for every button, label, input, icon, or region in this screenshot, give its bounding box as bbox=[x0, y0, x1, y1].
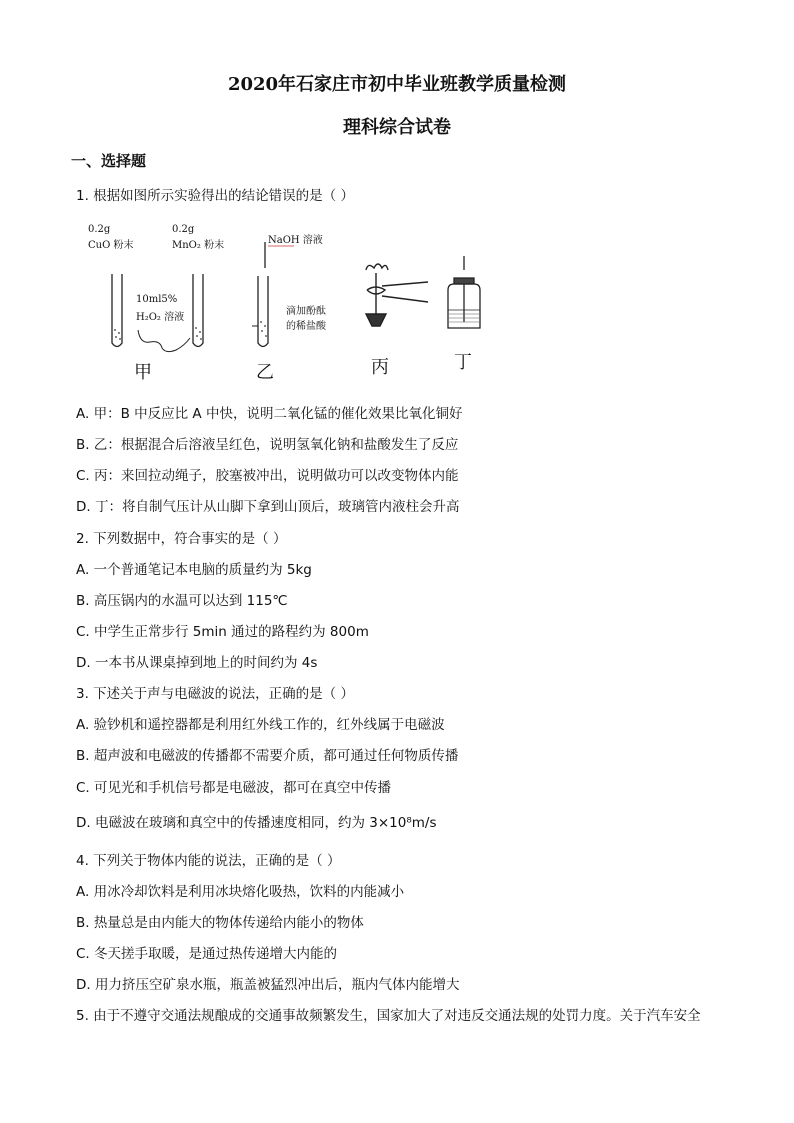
label-h2o2-volume: 10ml5% bbox=[136, 294, 178, 305]
q3-stem: 3. 下述关于声与电磁波的说法，正确的是（ ） bbox=[76, 686, 354, 702]
q4-stem: 4. 下列关于物体内能的说法，正确的是（ ） bbox=[76, 853, 341, 869]
caption-yi: 乙 bbox=[256, 362, 274, 383]
caption-ding: 丁 bbox=[454, 352, 472, 373]
q2-stem: 2. 下列数据中，符合事实的是（ ） bbox=[76, 531, 287, 547]
friction-apparatus-diagram bbox=[366, 264, 428, 326]
label-h2o2: H₂O₂ 溶液 bbox=[136, 312, 185, 323]
q1-stem: 1. 根据如图所示实验得出的结论错误的是（ ） bbox=[76, 188, 354, 204]
experiment-figure bbox=[80, 218, 500, 388]
page-title: 2020年石家庄市初中毕业班教学质量检测 bbox=[227, 74, 567, 95]
q3-option-b: B. 超声波和电磁波的传播都不需要介质，都可通过任何物质传播 bbox=[76, 748, 459, 764]
tube-b-diagram bbox=[252, 242, 268, 347]
q3-option-c: C. 可见光和手机信号都是电磁波，都可在真空中传播 bbox=[76, 780, 392, 796]
q4-option-d: D. 用力挤压空矿泉水瓶，瓶盖被猛烈冲出后，瓶内气体内能增大 bbox=[76, 977, 460, 993]
label-hcl-line2: 的稀盐酸 bbox=[286, 321, 326, 332]
q1-option-d: D. 丁：将自制气压计从山脚下拿到山顶后，玻璃管内液柱会升高 bbox=[76, 499, 460, 515]
barometer-diagram bbox=[448, 256, 480, 328]
caption-bing: 丙 bbox=[371, 357, 389, 378]
label-cuo-amount: 0.2g bbox=[88, 224, 111, 235]
q2-option-c: C. 中学生正常步行 5min 通过的路程约为 800m bbox=[76, 624, 369, 640]
q1-option-a: A. 甲：B 中反应比 A 中快，说明二氧化锰的催化效果比氧化铜好 bbox=[76, 406, 463, 422]
q2-option-a: A. 一个普通笔记本电脑的质量约为 5kg bbox=[76, 562, 312, 578]
q1-option-b: B. 乙：根据混合后溶液呈红色，说明氢氧化钠和盐酸发生了反应 bbox=[76, 437, 459, 453]
q5-stem: 5. 由于不遵守交通法规酿成的交通事故频繁发生，国家加大了对违反交通法规的处罚力度。关于汽车安全 bbox=[76, 1008, 701, 1024]
q4-option-a: A. 用冰冷却饮料是利用冰块熔化吸热，饮料的内能减小 bbox=[76, 884, 405, 900]
q4-option-b: B. 热量总是由内能大的物体传递给内能小的物体 bbox=[76, 915, 364, 931]
label-cuo: CuO 粉末 bbox=[88, 240, 134, 251]
q3-option-d: D. 电磁波在玻璃和真空中的传播速度相同，约为 3×10⁸m/s bbox=[76, 815, 437, 831]
label-mno2: MnO₂ 粉末 bbox=[172, 240, 225, 251]
page-subtitle: 理科综合试卷 bbox=[343, 117, 451, 138]
label-naoh: NaOH 溶液 bbox=[268, 235, 323, 246]
caption-jia: 甲 bbox=[134, 362, 152, 383]
q2-option-b: B. 高压锅内的水温可以达到 115℃ bbox=[76, 593, 288, 609]
q3-option-a: A. 验钞机和遥控器都是利用红外线工作的，红外线属于电磁波 bbox=[76, 717, 445, 733]
q4-option-c: C. 冬天搓手取暖，是通过热传递增大内能的 bbox=[76, 946, 338, 962]
section-heading: 一、选择题 bbox=[71, 152, 147, 170]
label-mno2-amount: 0.2g bbox=[172, 224, 195, 235]
label-hcl-line1: 滴加酚酞 bbox=[286, 306, 326, 317]
q2-option-d: D. 一本书从课桌掉到地上的时间约为 4s bbox=[76, 655, 318, 671]
q1-option-c: C. 丙：来回拉动绳子，胶塞被冲出，说明做功可以改变物体内能 bbox=[76, 468, 459, 484]
